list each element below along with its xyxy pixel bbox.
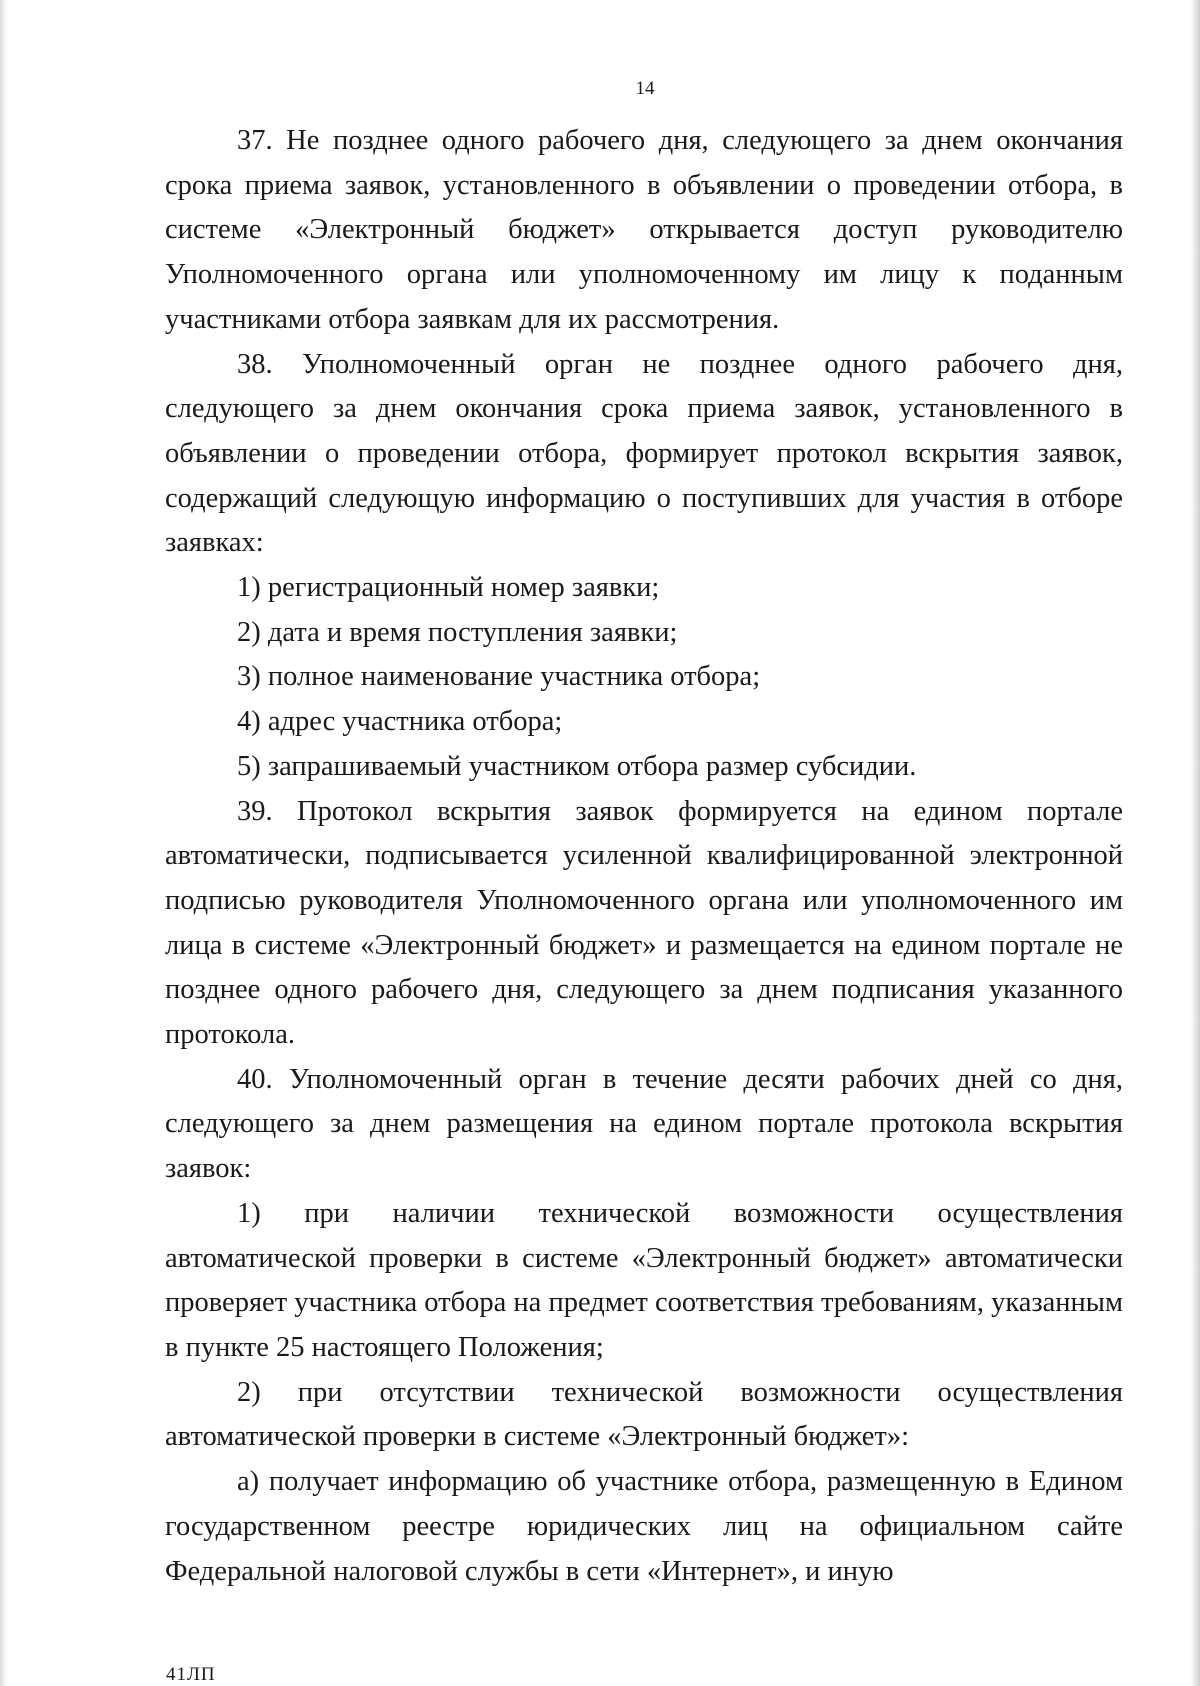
- document-body: [165, 119, 1123, 1594]
- paragraph-40: 40. Уполномоченный орган в течение десяти рабочих дней со дня, следующего за днем размещения на едином портале протокола вскрытия заявок:: [165, 1063, 1123, 1185]
- paragraph-40-item-1: 1) при наличии технической возможности осуществления автоматической проверки в системе «Электронный бюджет» автоматически проверяет участника отбора на предмет соответствия требованиям, указанным в пункте 25 настоящего Положения;: [165, 1197, 1123, 1363]
- scan-edge-left: [0, 0, 8, 1686]
- list-item-1: 1) регистрационный номер заявки;: [237, 572, 660, 604]
- footer-code: 41ЛП: [166, 1664, 216, 1685]
- list-item-5: 5) запрашиваемый участником отбора размер субсидии.: [237, 750, 917, 782]
- list-item-3: 3) полное наименование участника отбора;: [237, 661, 761, 693]
- scan-edge-right: [1190, 0, 1200, 1686]
- list-item-4: 4) адрес участника отбора;: [237, 706, 563, 738]
- paragraph-40-subitem-a: а) получает информацию об участнике отбора, размещенную в Едином государственном реестре юридических лиц на официальном сайте Федеральной налоговой службы в сети «Интернет», и иную: [165, 1466, 1123, 1587]
- page-number: 14: [635, 78, 655, 99]
- paragraph-40-item-2: 2) при отсутствии технической возможности осуществления автоматической проверки в системе «Электронный бюджет»:: [165, 1376, 1123, 1453]
- paragraph-37: 37. Не позднее одного рабочего дня, следующего за днем окончания срока приема заявок, установленного в объявлении о проведении отбора, в системе «Электронный бюджет» открывается доступ руководителю Уполномоченного органа или уполномоченному им лицу к поданным участниками отбора заявкам для их рассмотрения.: [165, 125, 1123, 335]
- paragraph-39: 39. Протокол вскрытия заявок формируется на едином портале автоматически, подписывается усиленной квалифицированной электронной подписью руководителя Уполномоченного органа или уполномоченного им лица в системе «Электронный бюджет» и размещается на едином портале не позднее одного рабочего дня, следующего за днем подписания указанного протокола.: [165, 795, 1123, 1051]
- list-item-2: 2) дата и время поступления заявки;: [237, 616, 678, 648]
- paragraph-38: 38. Уполномоченный орган не позднее одного рабочего дня, следующего за днем окончания срока приема заявок, установленного в объявлении о проведении отбора, формирует протокол вскрытия заявок, содержащий следующую информацию о поступивших для участия в отборе заявках:: [165, 348, 1123, 559]
